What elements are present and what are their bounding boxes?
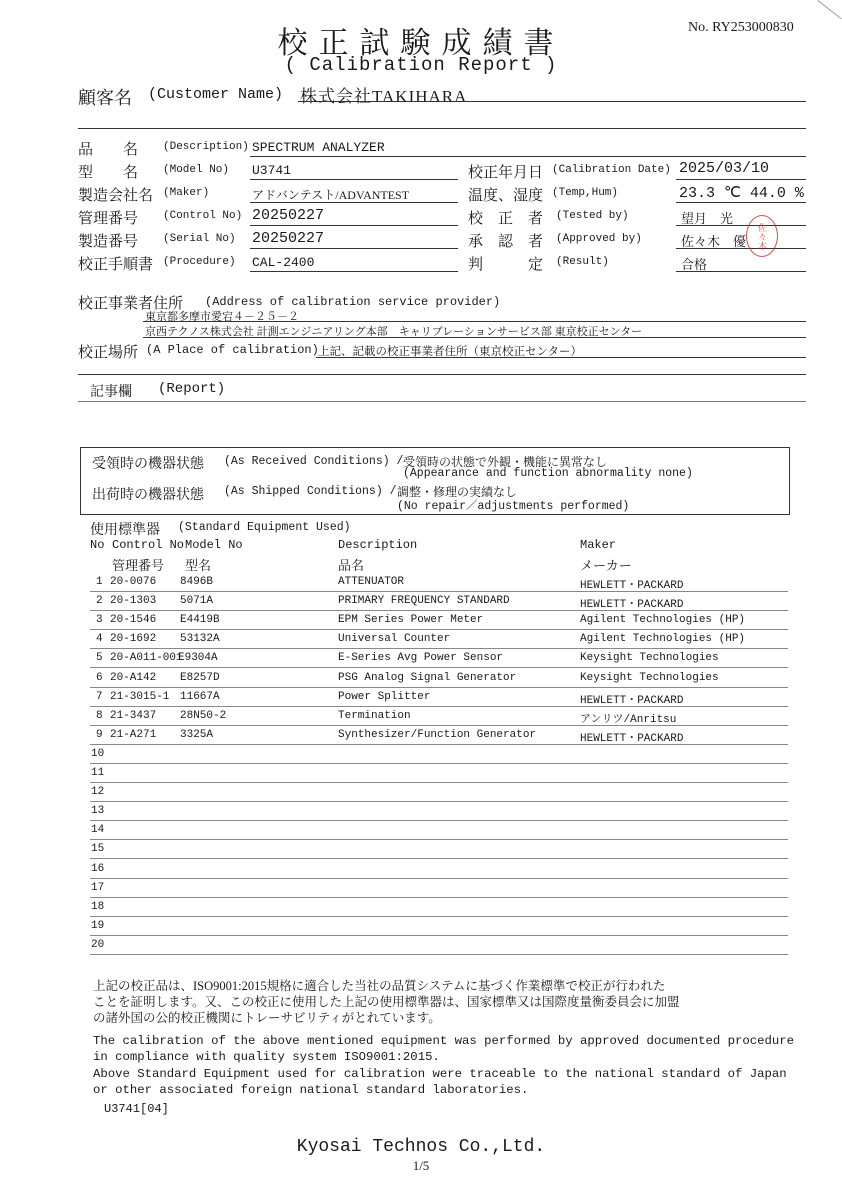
field-label-en: (Description)	[163, 141, 249, 153]
equipment-title-jp: 使用標準器	[90, 523, 160, 538]
field-label-jp: 製造会社名	[78, 188, 154, 204]
field-underline	[250, 202, 458, 203]
report-label-en: (Report)	[158, 381, 226, 397]
received-value-en: (Appearance and function abnormality none)	[403, 467, 693, 480]
cell-no: 11	[91, 767, 105, 779]
customer-underline	[298, 101, 806, 102]
col-header-maker-jp: メーカー	[580, 558, 632, 573]
shipped-label-en: (As Shipped Conditions) /	[224, 485, 397, 498]
field-label-en: (Temp,Hum)	[552, 187, 619, 199]
cell-no: 19	[91, 919, 105, 932]
place-value: 上記、記載の校正事業者住所（東京校正センター）	[318, 346, 583, 358]
field-label-en: (Approved by)	[556, 233, 642, 245]
cell-maker: HEWLETT・PACKARD	[580, 732, 684, 745]
field-value: 佐々木 優	[681, 234, 747, 249]
cell-no: 6	[96, 671, 103, 684]
cell-model-no: 8496B	[180, 576, 214, 588]
cell-no: 15	[91, 843, 105, 856]
field-underline	[250, 225, 458, 226]
cell-model-no: E8257D	[180, 671, 220, 684]
table-row	[90, 763, 788, 783]
corner-mark	[817, 0, 841, 19]
cell-no: 12	[91, 786, 105, 799]
col-header-no: No	[90, 538, 105, 552]
field-label-en: (Control No)	[163, 210, 243, 222]
divider	[78, 128, 806, 129]
customer-label-en: (Customer Name)	[148, 86, 284, 103]
statement-jp-3: の諸外国の公的校正機関にトレーサビリティがとれています。	[93, 1011, 441, 1025]
company-name: Kyosai Technos Co.,Ltd.	[296, 1137, 546, 1157]
statement-en-3: Above Standard Equipment used for calibration were traceable to the national standard of Japan	[93, 1067, 787, 1081]
seal-text: 佐々木	[757, 222, 767, 250]
cell-description: Termination	[338, 709, 411, 722]
cell-maker: HEWLETT・PACKARD	[580, 580, 684, 592]
col-header-desc-en: Description	[338, 538, 418, 552]
table-row	[90, 591, 788, 611]
cell-no: 5	[96, 652, 103, 665]
provider-label-jp: 校正事業者住所	[78, 296, 184, 312]
field-underline	[250, 156, 806, 157]
cell-description: E-Series Avg Power Sensor	[338, 652, 504, 665]
statement-en-2: in compliance with quality system ISO9001:2015.	[93, 1050, 440, 1064]
cell-model-no: E4419B	[180, 614, 220, 627]
table-row	[90, 859, 788, 879]
equipment-title-en: (Standard Equipment Used)	[178, 521, 351, 534]
cell-control-no: 20-0076	[110, 576, 157, 588]
provider-underline-1	[143, 321, 806, 322]
cell-description: Universal Counter	[338, 633, 451, 646]
cell-model-no: 53132A	[180, 633, 220, 646]
cell-no: 9	[96, 728, 103, 741]
place-label-en: (A Place of calibration)	[146, 343, 319, 357]
field-value: 合格	[681, 257, 708, 272]
cell-maker: Keysight Technologies	[580, 671, 719, 684]
field-label-en: (Model No)	[163, 164, 230, 176]
field-label-en: (Maker)	[163, 187, 210, 199]
cell-no: 4	[96, 633, 103, 646]
field-label-en: (Result)	[556, 256, 609, 268]
cell-description: ATTENUATOR	[338, 576, 405, 588]
cell-no: 14	[91, 824, 105, 837]
cell-no: 2	[96, 595, 103, 608]
statement-en-1: The calibration of the above mentioned equipment was performed by approved documented procedure	[93, 1034, 795, 1048]
place-label-jp: 校正場所	[78, 345, 139, 361]
place-underline	[316, 357, 806, 358]
cell-control-no: 20-A142	[110, 671, 157, 684]
cell-maker: HEWLETT・PACKARD	[580, 694, 684, 707]
field-value: U3741	[252, 163, 292, 178]
shipped-label-jp: 出荷時の機器状態	[92, 488, 204, 503]
cell-no: 8	[96, 709, 103, 722]
field-label-jp: 校 正 者	[468, 211, 544, 227]
cell-description: PSG Analog Signal Generator	[338, 671, 517, 684]
document-title: 校正試験成績書	[277, 27, 565, 60]
field-label-jp: 承 認 者	[468, 234, 544, 250]
col-header-control-en: Control No	[112, 538, 185, 552]
table-row	[90, 744, 788, 764]
cell-model-no: 3325A	[180, 728, 214, 741]
statement-jp-1: 上記の校正品は、ISO9001:2015規格に適合した当社の品質システムに基づく作業標準で校正が行われた	[93, 979, 666, 993]
table-row	[90, 610, 788, 630]
statement-jp-2: ことを証明します。又、この校正に使用した上記の使用標準器は、国家標準又は国際度量衡委員会に加盟	[93, 995, 680, 1009]
cell-control-no: 20-1303	[110, 595, 157, 608]
field-label-jp: 製造番号	[78, 234, 139, 250]
field-label-jp: 校正年月日	[468, 165, 544, 181]
provider-underline-2	[143, 337, 806, 338]
cell-no: 3	[96, 614, 103, 627]
table-row	[90, 782, 788, 802]
table-row	[90, 687, 788, 707]
cell-description: Synthesizer/Function Generator	[338, 728, 537, 741]
col-header-maker-en: Maker	[580, 538, 617, 552]
cell-description: PRIMARY FREQUENCY STANDARD	[338, 595, 510, 608]
received-label-en: (As Received Conditions) /	[224, 455, 404, 468]
field-label-jp: 管理番号	[78, 211, 139, 227]
col-header-model-en: Model No	[185, 538, 243, 552]
cell-model-no: 28N50-2	[180, 709, 227, 722]
cell-description: EPM Series Power Meter	[338, 614, 484, 627]
table-row	[90, 916, 788, 936]
shipped-value-jp: 調整・修理の実績なし	[397, 485, 518, 499]
cell-model-no: 11667A	[180, 690, 220, 703]
cell-control-no: 20-1546	[110, 614, 157, 627]
table-row	[90, 668, 788, 688]
cell-control-no: 21-3015-1	[110, 690, 170, 703]
field-underline	[676, 248, 806, 249]
cell-maker: Agilent Technologies (HP)	[580, 633, 746, 646]
statement-en-4: or other associated foreign national standard laboratories.	[93, 1083, 529, 1097]
cell-maker: Keysight Technologies	[580, 652, 719, 665]
field-underline	[676, 271, 806, 272]
table-row	[90, 820, 788, 840]
cell-no: 17	[91, 881, 105, 894]
table-row	[90, 629, 788, 649]
col-header-model-jp: 型名	[185, 558, 212, 573]
cell-no: 7	[96, 690, 103, 703]
document-code: U3741[04]	[104, 1102, 169, 1116]
cell-no: 1	[96, 576, 103, 588]
cell-no: 18	[91, 900, 105, 913]
field-label-jp: 品 名	[78, 142, 139, 158]
report-line	[78, 401, 806, 402]
cell-maker: Agilent Technologies (HP)	[580, 614, 746, 627]
cell-description: Power Splitter	[338, 690, 431, 703]
cell-control-no: 21-A271	[110, 728, 157, 741]
cell-no: 20	[91, 938, 105, 951]
table-row	[90, 801, 788, 821]
cell-control-no: 20-A011-001	[110, 652, 183, 665]
cell-maker: HEWLETT・PACKARD	[580, 599, 684, 612]
field-label-jp: 温度、湿度	[468, 188, 544, 204]
field-label-jp: 判 定	[468, 257, 544, 273]
cell-control-no: 20-1692	[110, 633, 157, 646]
approval-seal-stamp	[746, 215, 778, 257]
cell-no: 13	[91, 805, 105, 818]
field-label-en: (Tested by)	[556, 210, 629, 222]
divider	[78, 374, 806, 375]
cell-model-no: E9304A	[178, 652, 218, 665]
provider-address-line2: 京西テクノス株式会社 計測エンジニアリング本部 キャリブレーションサービス部 東京校正センター	[145, 326, 643, 338]
field-label-en: (Serial No)	[163, 233, 236, 245]
cell-no: 16	[91, 862, 105, 875]
customer-name: 株式会社TAKIHARA	[300, 87, 468, 106]
table-row	[90, 572, 788, 592]
field-underline	[676, 202, 806, 203]
table-row	[90, 878, 788, 898]
table-row	[90, 935, 788, 955]
page-number: 1/5	[412, 1158, 430, 1173]
field-value: 20250227	[252, 207, 325, 224]
table-row	[90, 839, 788, 859]
field-underline	[250, 248, 458, 249]
received-value-jp: 受領時の状態で外観・機能に異常なし	[403, 455, 608, 469]
table-row	[90, 706, 788, 726]
report-number: No. RY253000830	[688, 20, 794, 35]
cell-control-no: 21-3437	[110, 709, 157, 722]
shipped-value-en: (No repair／adjustments performed)	[397, 500, 630, 513]
field-label-jp: 校正手順書	[78, 257, 154, 273]
provider-label-en: (Address of calibration service provider)	[205, 295, 501, 309]
col-header-control-jp: 管理番号	[112, 558, 165, 573]
field-underline	[676, 179, 806, 180]
field-value: CAL-2400	[252, 255, 315, 270]
field-value: 20250227	[252, 230, 325, 247]
cell-maker: アンリツ/Anritsu	[580, 713, 677, 726]
field-label-en: (Calibration Date)	[552, 164, 671, 176]
field-label-en: (Procedure)	[163, 256, 236, 268]
table-row	[90, 648, 788, 668]
document-subtitle: ( Calibration Report )	[284, 54, 558, 76]
field-value: 望月 光	[681, 211, 734, 226]
provider-address-line1: 東京都多摩市愛宕４－２５－２	[145, 311, 299, 323]
cell-no: 10	[91, 747, 105, 760]
field-label-jp: 型 名	[78, 165, 139, 181]
field-underline	[250, 179, 458, 180]
table-row	[90, 897, 788, 917]
customer-label-jp: 顧客名	[78, 88, 132, 108]
field-value: アドバンテスト/ADVANTEST	[252, 188, 410, 202]
report-label-jp: 記事欄	[90, 385, 132, 400]
table-row	[90, 725, 788, 745]
field-underline	[676, 225, 806, 226]
field-value: 2025/03/10	[679, 160, 770, 177]
cell-model-no: 5071A	[180, 595, 214, 608]
field-value: SPECTRUM ANALYZER	[252, 140, 385, 155]
field-value: 23.3 ℃ 44.0 %	[679, 185, 804, 202]
received-label-jp: 受領時の機器状態	[92, 457, 204, 472]
col-header-desc-jp: 品名	[338, 558, 365, 573]
field-underline	[250, 271, 458, 272]
